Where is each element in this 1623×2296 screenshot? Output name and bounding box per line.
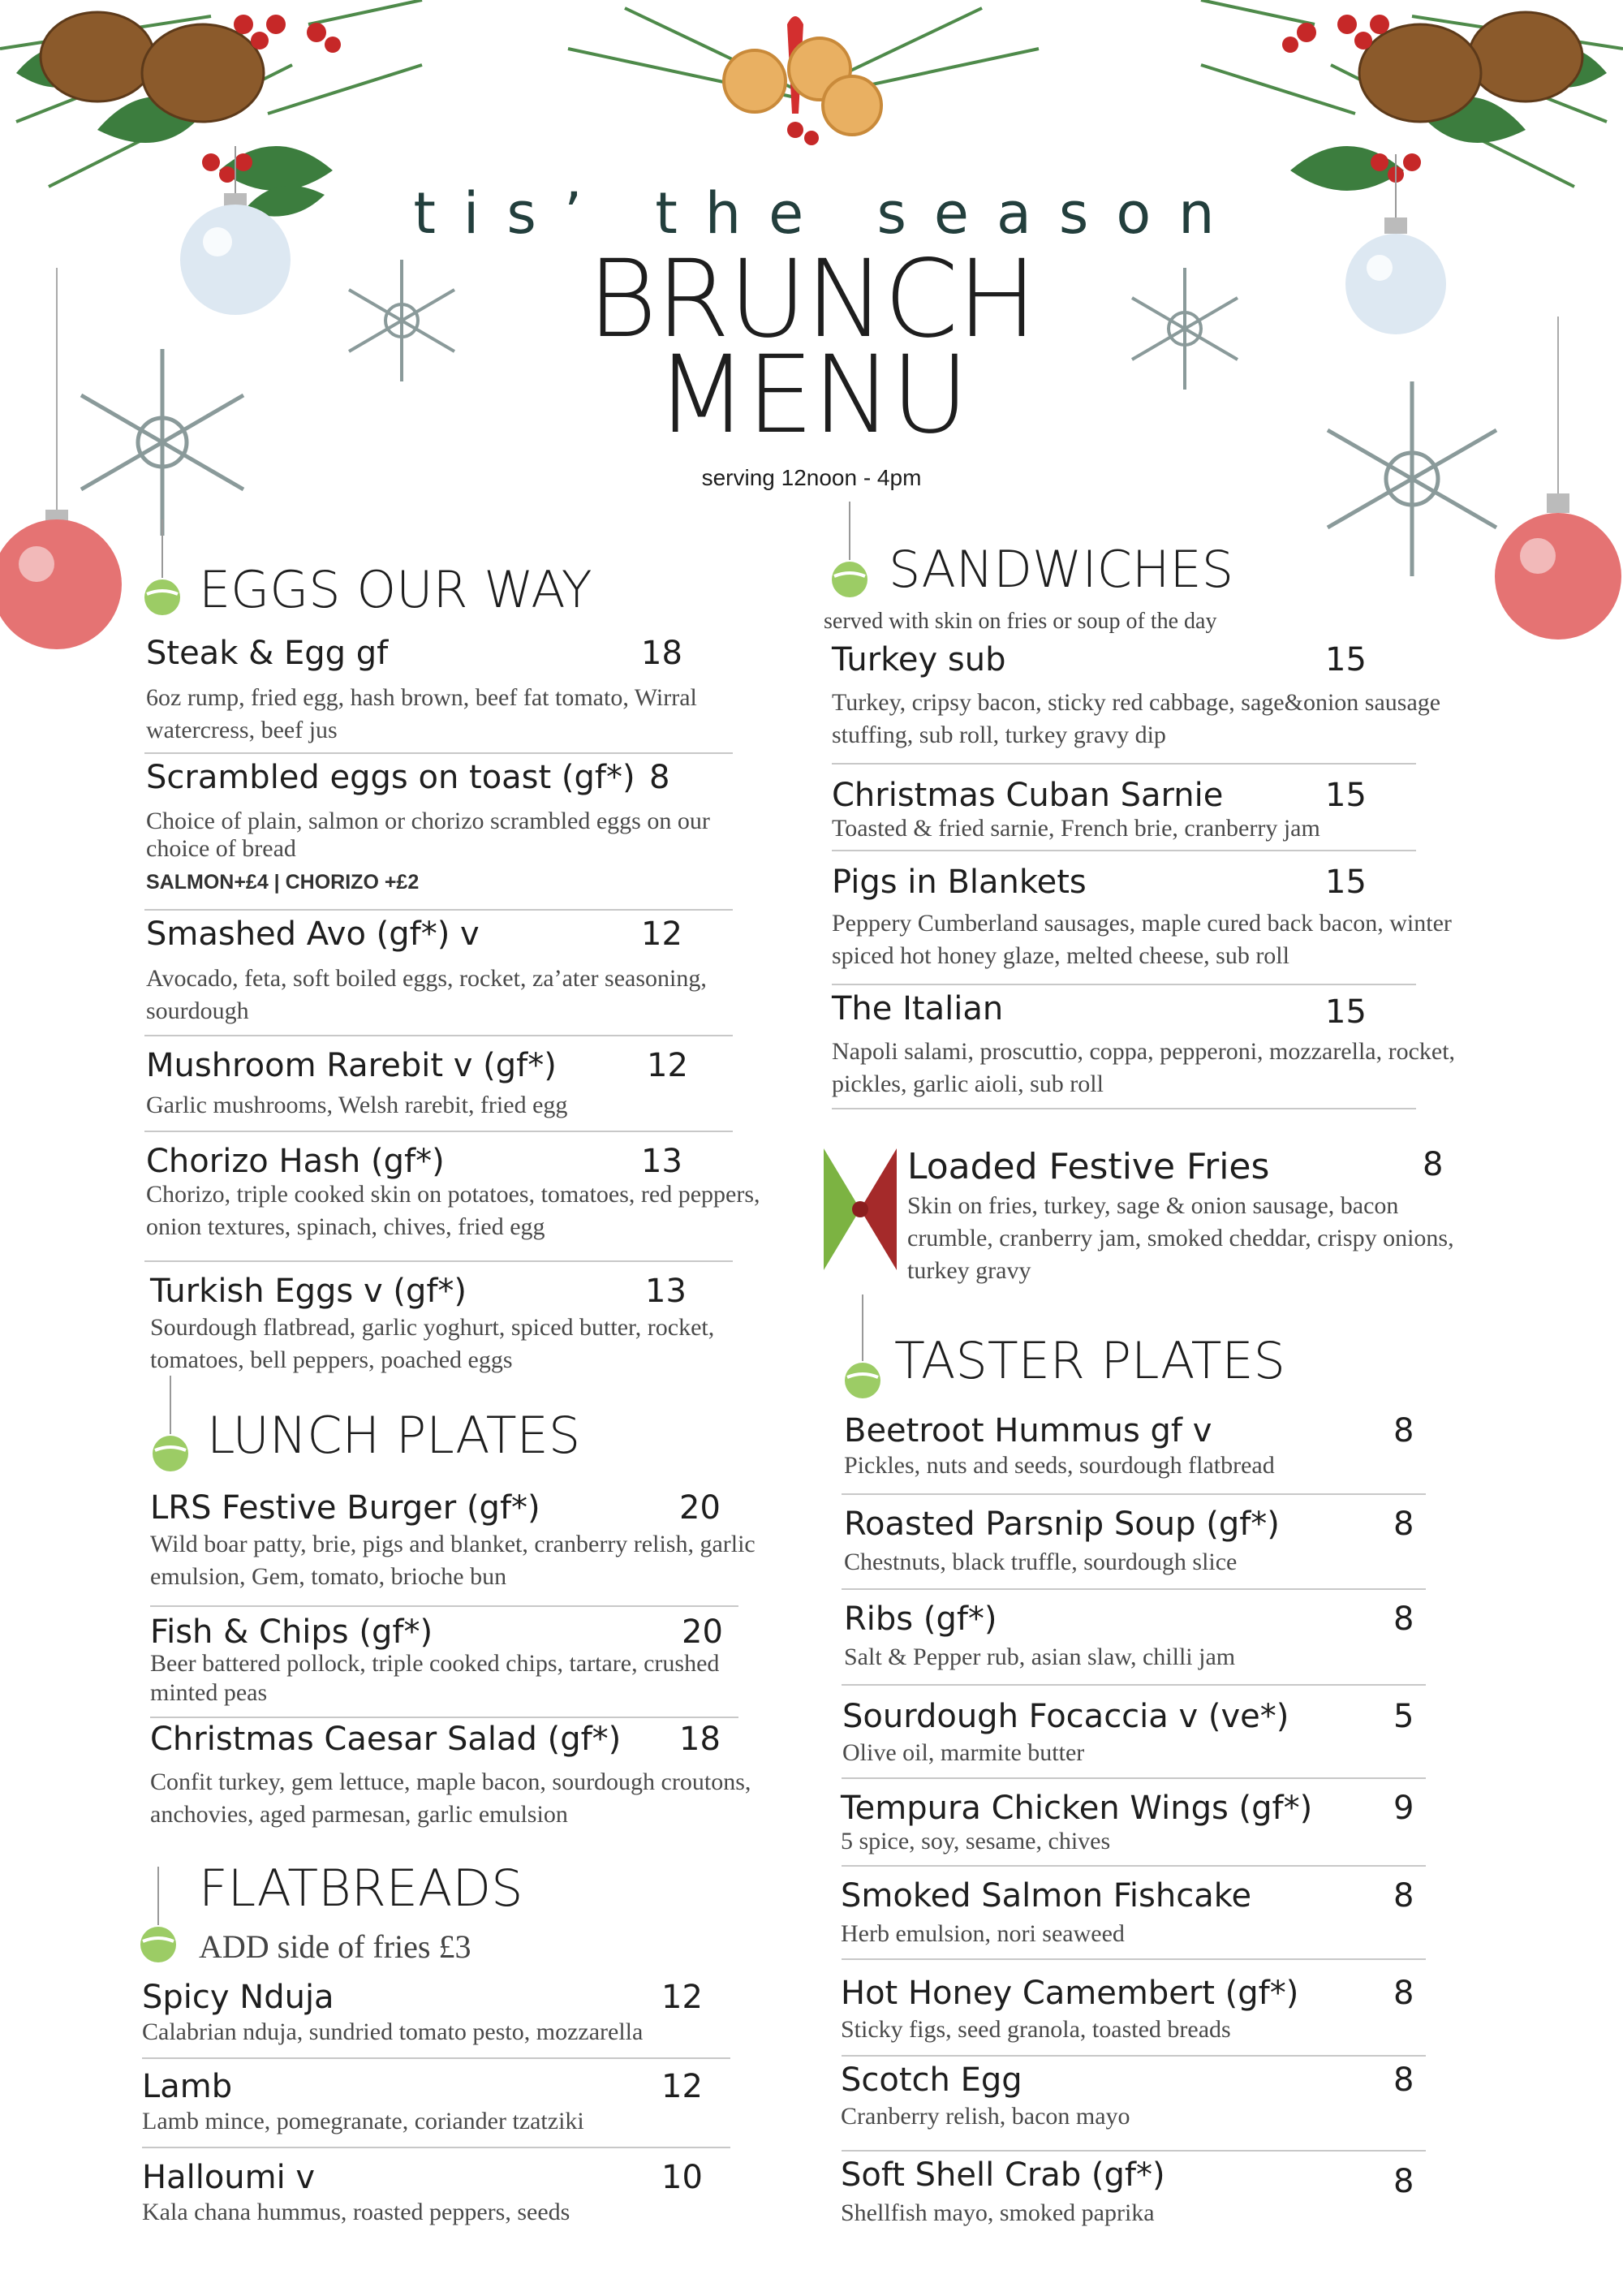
item-name: Steak & Egg gf (146, 635, 389, 672)
item-name: Tempura Chicken Wings (gf*) (841, 1790, 1313, 1827)
divider (832, 984, 1416, 985)
item-price: 18 (641, 635, 682, 672)
item-price: 12 (641, 915, 682, 953)
item-price: 20 (682, 1613, 723, 1651)
item-name: The Italian (832, 990, 1004, 1027)
item-description: Sourdough flatbread, garlic yoghurt, spiced butter, rocket, tomatoes, bell peppers, poached eggs (150, 1314, 715, 1373)
item-description: Chestnuts, black truffle, sourdough slice (844, 1549, 1238, 1575)
section-title-lunch: LUNCH PLATES (207, 1406, 581, 1465)
item-name: Loaded Festive Fries (907, 1146, 1270, 1187)
item-price: 9 (1393, 1790, 1414, 1827)
item-name: Smoked Salmon Fishcake (841, 1877, 1252, 1915)
green-bauble-icon (150, 1376, 191, 1473)
item-description: Cranberry relish, bacon mayo (841, 2103, 1130, 2130)
item-description: Lamb mince, pomegranate, coriander tzatziki (142, 2108, 584, 2134)
item-description: 5 spice, soy, sesame, chives (841, 1828, 1111, 1854)
flatbreads-note: ADD side of fries £3 (199, 1928, 471, 1965)
divider (144, 1035, 733, 1036)
item-name: Ribs (gf*) (844, 1600, 997, 1638)
item-description: Confit turkey, gem lettuce, maple bacon, sourdough croutons, anchovies, aged parmesan, garlic emulsion (150, 1768, 751, 1828)
item-description: Beer battered pollock, triple cooked chips, tartare, crushed minted peas (150, 1650, 720, 1706)
item-description: Napoli salami, proscuttio, coppa, pepperoni, mozzarella, rocket, pickles, garlic aioli, sub roll (832, 1038, 1456, 1097)
divider (842, 1493, 1426, 1495)
divider (832, 850, 1416, 851)
divider (150, 1605, 738, 1607)
item-price: 8 (1393, 1506, 1414, 1543)
divider (142, 2057, 730, 2059)
section-title-taster: TASTER PLATES (894, 1331, 1286, 1390)
item-name: Pigs in Blankets (832, 864, 1087, 901)
green-bauble-icon (829, 502, 870, 599)
divider (842, 1777, 1426, 1779)
item-price: 12 (647, 1047, 688, 1084)
divider (144, 752, 733, 754)
green-bauble-icon (842, 1294, 883, 1400)
divider (832, 763, 1416, 765)
orange-slices-garland (552, 0, 1055, 170)
item-name: Hot Honey Camembert (gf*) (841, 1975, 1299, 2012)
serving-hours: serving 12noon - 4pm (701, 465, 922, 490)
item-description: Pickles, nuts and seeds, sourdough flatbread (844, 1452, 1275, 1479)
item-price: 5 (1393, 1698, 1414, 1735)
item-name: Mushroom Rarebit v (gf*) (146, 1047, 557, 1084)
divider (832, 1108, 1416, 1109)
item-description: Choice of plain, salmon or chorizo scrambled eggs on our choice of bread (146, 808, 710, 862)
item-description: Wild boar patty, brie, pigs and blanket, cranberry relish, garlic emulsion, Gem, tomato, brioche bun (150, 1531, 756, 1590)
sandwiches-note: served with skin on fries or soup of the day (824, 609, 1217, 634)
section-title-flatbreads: FLATBREADS (199, 1859, 523, 1918)
item-name: Spicy Nduja (142, 1979, 334, 2016)
item-description: Olive oil, marmite butter (842, 1739, 1085, 1766)
divider (842, 2150, 1426, 2152)
item-description: Kala chana hummus, roasted peppers, seeds (142, 2199, 570, 2225)
item-description: Calabrian nduja, sundried tomato pesto, mozzarella (142, 2018, 644, 2045)
item-description: Toasted & fried sarnie, French brie, cranberry jam (832, 815, 1320, 842)
bow-ribbon-icon (820, 1144, 901, 1274)
item-price: 8 (1393, 2061, 1414, 2099)
item-extras: SALMON+£4 | CHORIZO +£2 (146, 871, 420, 894)
item-description: Skin on fries, turkey, sage & onion sausage, bacon crumble, cranberry jam, smoked cheddar, crispy onions, turkey gravy (907, 1192, 1454, 1284)
divider (144, 1260, 733, 1262)
divider (842, 1958, 1426, 1960)
divider (144, 1131, 733, 1132)
item-name: Fish & Chips (gf*) (150, 1613, 433, 1651)
item-price: 8 (1393, 2163, 1414, 2200)
item-description: Shellfish mayo, smoked paprika (841, 2199, 1155, 2226)
green-bauble-icon (138, 1867, 179, 1964)
item-price: 8 (1393, 1600, 1414, 1638)
item-name: Scrambled eggs on toast (gf*) (146, 759, 635, 796)
item-description: 6oz rump, fried egg, hash brown, beef fat tomato, Wirral watercress, beef jus (146, 684, 697, 743)
divider (142, 2147, 730, 2148)
item-price: 15 (1325, 864, 1367, 901)
item-price: 8 (1393, 1412, 1414, 1450)
item-description: Sticky figs, seed granola, toasted breads (841, 2016, 1231, 2043)
title-brunch: BRUNCH (587, 237, 1036, 362)
item-description: Peppery Cumberland sausages, maple cured back bacon, winter spiced hot honey glaze, melted cheese, sub roll (832, 910, 1452, 969)
item-name: Beetroot Hummus gf v (844, 1412, 1212, 1450)
item-name: Sourdough Focaccia v (ve*) (842, 1698, 1289, 1735)
item-name: Roasted Parsnip Soup (gf*) (844, 1506, 1280, 1543)
item-price: 15 (1325, 993, 1367, 1031)
item-price: 15 (1325, 641, 1367, 678)
item-price: 18 (679, 1721, 721, 1758)
item-name: Smashed Avo (gf*) v (146, 915, 480, 953)
item-price: 20 (679, 1489, 721, 1527)
item-description: Garlic mushrooms, Welsh rarebit, fried egg (146, 1092, 568, 1118)
item-description: Herb emulsion, nori seaweed (841, 1920, 1125, 1947)
item-description: Chorizo, triple cooked skin on potatoes, tomatoes, red peppers, onion textures, spinach, chives, fried egg (146, 1181, 760, 1240)
item-description: Salt & Pepper rub, asian slaw, chilli jam (844, 1643, 1236, 1670)
item-price: 10 (661, 2159, 703, 2196)
divider (150, 1717, 738, 1718)
divider (842, 2055, 1426, 2057)
section-title-sandwiches: SANDWICHES (889, 540, 1234, 599)
tagline: tis’ the season (413, 180, 1242, 247)
divider (144, 909, 733, 911)
item-price: 8 (1393, 1877, 1414, 1915)
item-price: 13 (641, 1143, 682, 1180)
item-price: 13 (645, 1273, 687, 1310)
item-description: Turkey, cripsy bacon, sticky red cabbage, sage&onion sausage stuffing, sub roll, turkey gravy dip (832, 689, 1441, 748)
item-name: Scotch Egg (841, 2061, 1022, 2099)
item-price: 12 (661, 1979, 703, 2016)
item-price: 8 (1423, 1146, 1444, 1183)
item-name: Turkish Eggs v (gf*) (150, 1273, 467, 1310)
section-title-eggs: EGGS OUR WAY (199, 560, 592, 619)
divider (842, 1684, 1426, 1686)
item-price: 8 (1393, 1975, 1414, 2012)
item-name: Soft Shell Crab (gf*) (841, 2156, 1165, 2194)
item-name: Halloumi v (142, 2159, 316, 2196)
item-name: Turkey sub (832, 641, 1006, 678)
item-name: LRS Festive Burger (gf*) (150, 1489, 540, 1527)
green-bauble-icon (142, 519, 183, 617)
item-price: 15 (1325, 777, 1367, 814)
item-description: Avocado, feta, soft boiled eggs, rocket, za’ater seasoning, sourdough (146, 965, 707, 1024)
item-name: Christmas Caesar Salad (gf*) (150, 1721, 622, 1758)
divider (842, 1865, 1426, 1867)
divider (842, 1588, 1426, 1590)
title-menu: MENU (655, 333, 968, 458)
item-price: 12 (661, 2068, 703, 2105)
item-name: Christmas Cuban Sarnie (832, 777, 1224, 814)
item-name: Chorizo Hash (gf*) (146, 1143, 445, 1180)
item-price: 8 (649, 759, 670, 796)
item-name: Lamb (142, 2068, 233, 2105)
